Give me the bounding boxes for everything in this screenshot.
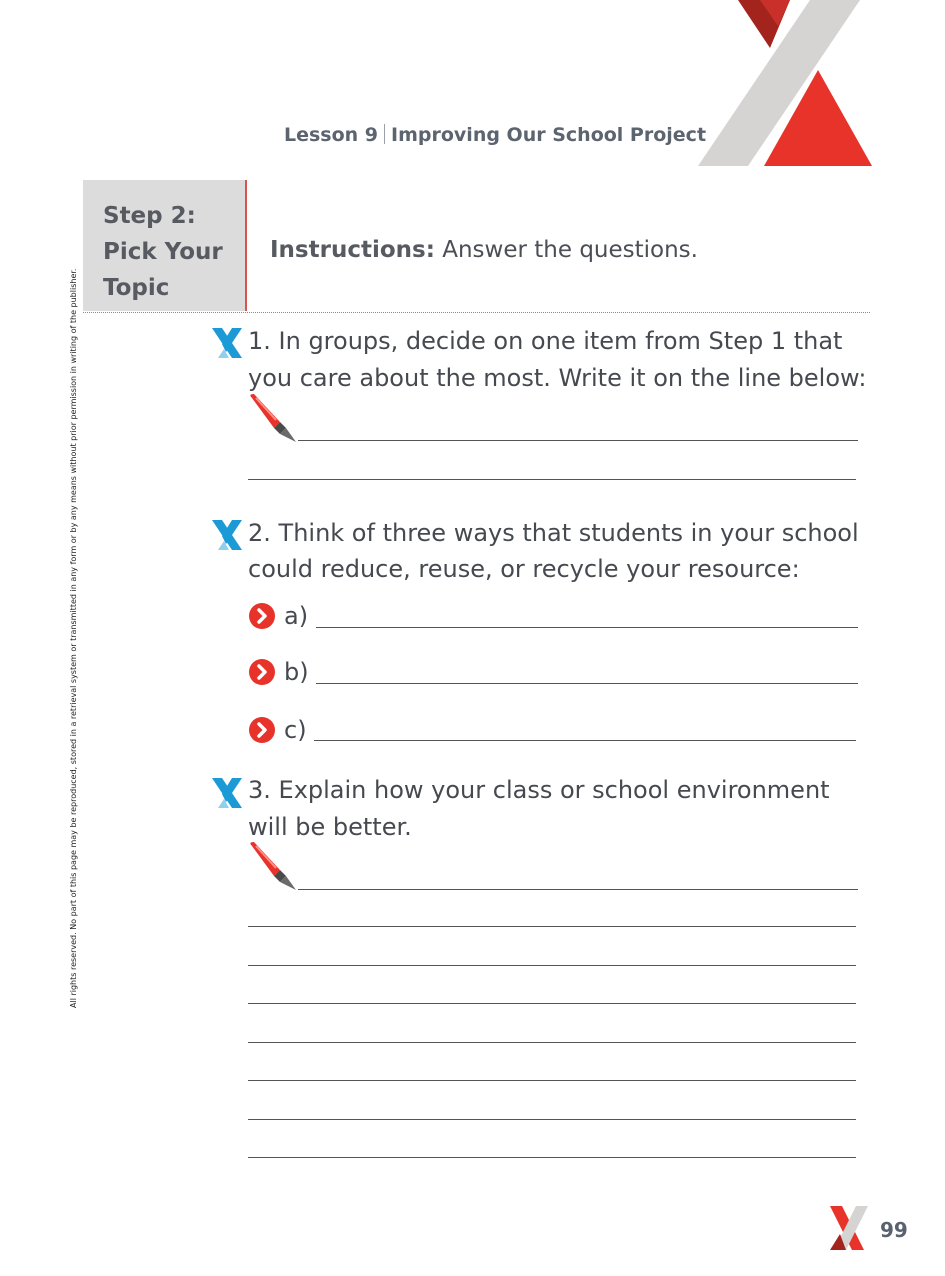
footer-x-logo xyxy=(828,1206,872,1250)
chevron-right-icon xyxy=(249,603,275,629)
instructions-text: Answer the questions. xyxy=(442,237,698,263)
answer-line[interactable] xyxy=(248,1119,856,1120)
lesson-number: Lesson 9 xyxy=(284,124,379,146)
answer-line[interactable] xyxy=(248,1003,856,1004)
question-1-line-2: you care about the most. Write it on the line below: xyxy=(248,364,867,392)
answer-line[interactable] xyxy=(298,440,858,441)
lesson-title: Improving Our School Project xyxy=(391,124,707,146)
step-line-1: Step 2: xyxy=(103,203,196,229)
answer-line[interactable] xyxy=(314,740,856,741)
answer-line[interactable] xyxy=(298,889,858,890)
question-1-line-1: 1. In groups, decide on one item from Step 1 that xyxy=(248,327,843,355)
x-bullet-icon xyxy=(212,778,242,808)
step-box xyxy=(83,180,247,311)
answer-line[interactable] xyxy=(248,479,856,480)
x-bullet-icon xyxy=(212,328,242,358)
answer-line[interactable] xyxy=(248,965,856,966)
x-bullet-icon xyxy=(212,520,242,550)
chevron-right-icon xyxy=(249,717,275,743)
step-line-3: Topic xyxy=(103,275,170,301)
answer-line[interactable] xyxy=(248,1042,856,1043)
answer-line[interactable] xyxy=(248,926,856,927)
pen-icon xyxy=(246,392,298,444)
brand-x-logo xyxy=(690,0,880,168)
instructions-label: Instructions: xyxy=(270,237,435,263)
page-number: 99 xyxy=(880,1218,908,1242)
copyright-notice: All rights reserved. No part of this page may be reproduced, stored in a retrieval system or transmitted in any form or by any means without prior permission in writing of the publisher. xyxy=(69,268,78,1008)
option-b-label: b) xyxy=(284,658,309,686)
step-line-2: Pick Your xyxy=(103,239,223,265)
answer-line[interactable] xyxy=(248,1157,856,1158)
option-a-label: a) xyxy=(284,602,309,630)
answer-line[interactable] xyxy=(248,1080,856,1081)
question-3-line-1: 3. Explain how your class or school environment xyxy=(248,776,830,804)
header-separator xyxy=(384,124,385,144)
pen-icon xyxy=(246,840,298,892)
question-2-line-2: could reduce, reuse, or recycle your resource: xyxy=(248,555,800,583)
question-2-line-1: 2. Think of three ways that students in your school xyxy=(248,519,859,547)
answer-line[interactable] xyxy=(316,683,858,684)
option-c-label: c) xyxy=(284,716,307,744)
question-3-line-2: will be better. xyxy=(248,813,412,841)
chevron-right-icon xyxy=(249,659,275,685)
lesson-header xyxy=(284,124,706,146)
answer-line[interactable] xyxy=(316,627,858,628)
instructions xyxy=(270,237,698,263)
section-divider xyxy=(83,312,870,313)
